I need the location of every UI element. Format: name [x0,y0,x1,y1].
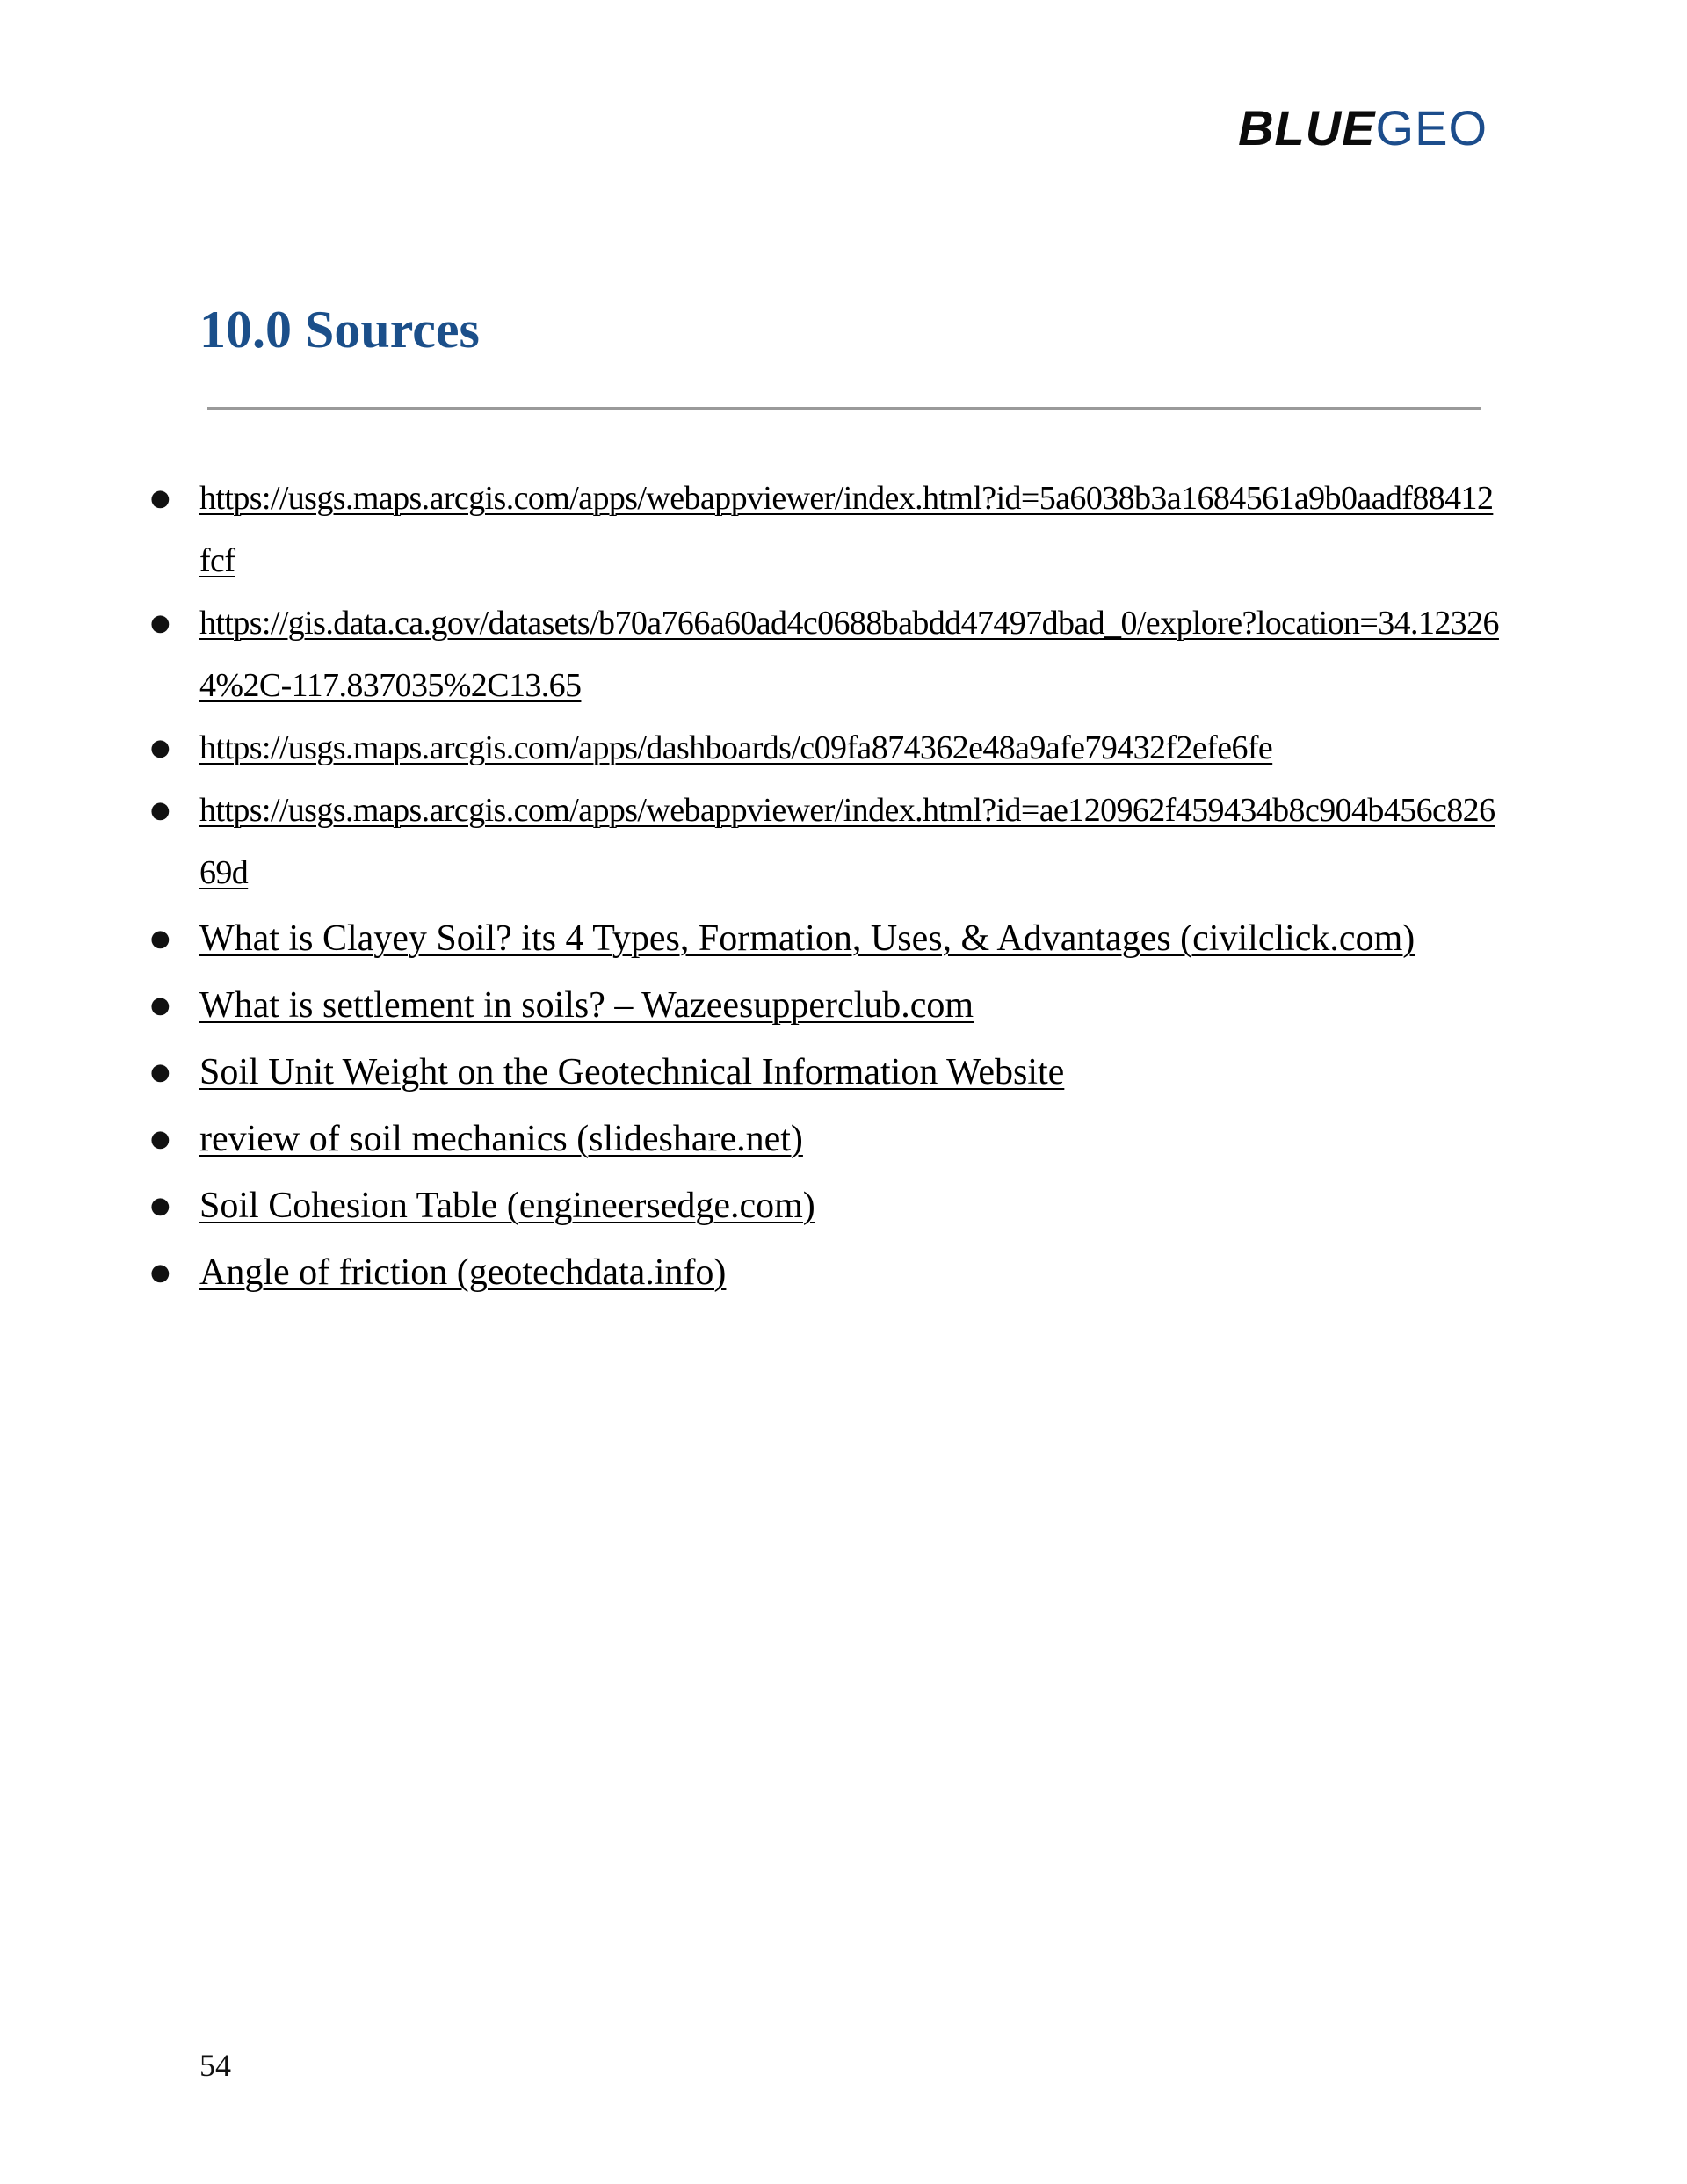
list-item [150,972,1500,1039]
bullet-icon: ● [150,925,170,952]
source-link[interactable]: review of soil mechanics (slideshare.net) [199,1119,803,1159]
bullet-icon: ● [150,992,170,1019]
logo-text-light: GEO [1375,100,1488,156]
list-item [150,1039,1500,1106]
list-item [150,905,1500,972]
source-link[interactable]: https://usgs.maps.arcgis.com/apps/webappviewer/index.html?id=ae120962f459434b8c904b456c82669d [199,792,1495,891]
source-link[interactable]: https://gis.data.ca.gov/datasets/b70a766a60ad4c0688babdd47497dbad_0/explore?location=34.123264%2C-117.837035%2C13.65 [199,605,1499,704]
source-link[interactable]: What is settlement in soils? – Wazeesupperclub.com [199,985,974,1026]
bullet-icon: ● [150,735,170,761]
bullet-icon: ● [150,797,170,824]
bullet-icon: ● [150,485,170,512]
bullet-icon: ● [150,1126,170,1152]
list-item [150,592,1500,717]
list-item [150,1106,1500,1172]
source-link[interactable]: What is Clayey Soil? its 4 Types, Formation, Uses, & Advantages (civilclick.com) [199,918,1415,959]
bluegeo-logo [1238,100,1488,156]
source-link[interactable]: Soil Unit Weight on the Geotechnical Information Website [199,1052,1065,1092]
bullet-icon: ● [150,1059,170,1085]
sources-list [150,468,1500,1306]
source-link[interactable]: https://usgs.maps.arcgis.com/apps/webappviewer/index.html?id=5a6038b3a1684561a9b0aadf88412fcf [199,480,1494,579]
heading-divider [207,407,1481,410]
bullet-icon: ● [150,1259,170,1286]
source-link[interactable]: Angle of friction (geotechdata.info) [199,1252,727,1293]
list-item [150,468,1500,592]
source-link[interactable]: Soil Cohesion Table (engineersedge.com) [199,1186,815,1226]
bullet-icon: ● [150,1193,170,1219]
list-item [150,1172,1500,1239]
section-heading: 10.0 Sources [199,301,480,359]
list-item [150,1239,1500,1306]
list-item [150,780,1500,904]
page-number: 54 [199,2048,231,2083]
list-item [150,717,1500,780]
bullet-icon: ● [150,610,170,636]
source-link[interactable]: https://usgs.maps.arcgis.com/apps/dashboards/c09fa874362e48a9afe79432f2efe6fe [199,729,1273,766]
logo-text-bold: BLUE [1238,100,1376,156]
